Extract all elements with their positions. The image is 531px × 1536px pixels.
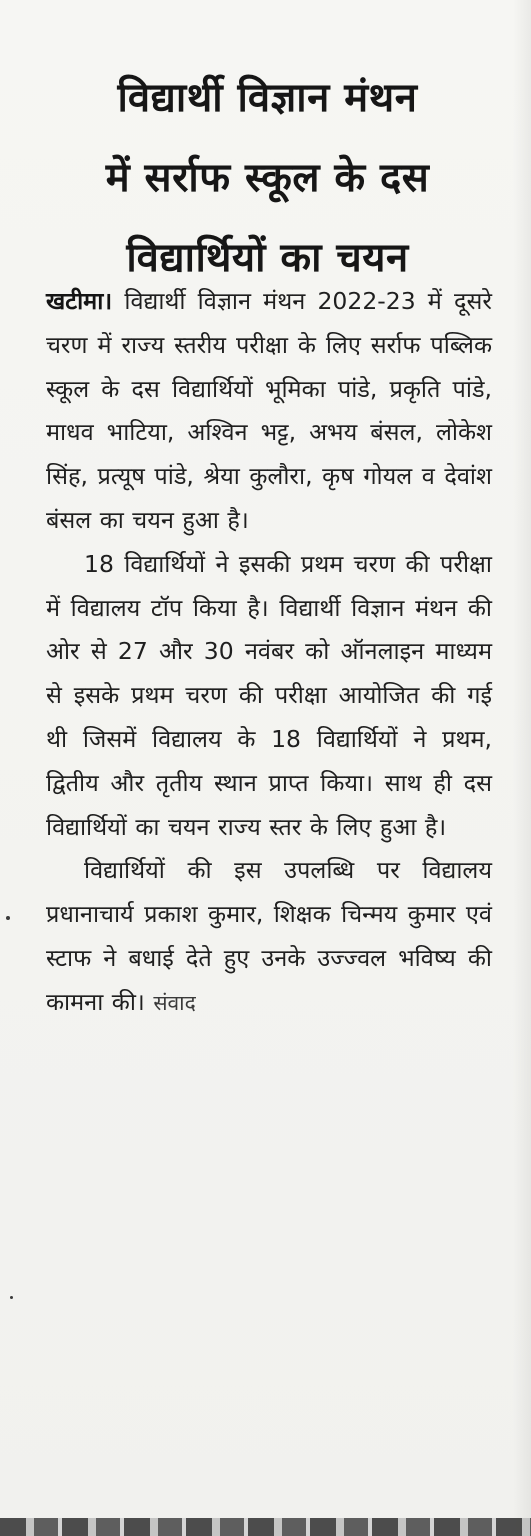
paper-fold-shadow <box>513 0 531 1536</box>
paragraph-3-text: विद्यार्थियों की इस उपलब्धि पर विद्यालय प्रधानाचार्य प्रकाश कुमार, शिक्षक चिन्मय कुमार एवं स्टाफ ने बधाई देते हुए उनके उज्ज्वल भविष्य की कामना की। <box>46 856 492 1016</box>
paragraph-1-text: विद्यार्थी विज्ञान मंथन 2022-23 में दूसरे चरण में राज्य स्तरीय परीक्षा के लिए सर्राफ पब्लिक स्कूल के दस विद्यार्थियों भूमिका पांडे, प्रकृति पांडे, माधव भाटिया, अश्विन भट्ट, अभय बंसल, लोकेश सिंह, प्रत्यूष पांडे, श्रेया कुलौरा, कृष गोयल व देवांश बंसल का चयन हुआ है। <box>46 287 492 534</box>
paragraph-1 <box>46 280 492 543</box>
next-article-edge <box>0 1518 531 1536</box>
print-speck <box>10 1296 13 1299</box>
paragraph-3 <box>46 849 492 1025</box>
paragraph-2: 18 विद्यार्थियों ने इसकी प्रथम चरण की परीक्षा में विद्यालय टॉप किया है। विद्यार्थी विज्ञान मंथन की ओर से 27 और 30 नवंबर को ऑनलाइन माध्यम से इसके प्रथम चरण की परीक्षा आयोजित की गई थी जिसमें विद्यालय के 18 विद्यार्थियों ने प्रथम, द्वितीय और तृतीय स्थान प्राप्त किया। साथ ही दस विद्यार्थियों का चयन राज्य स्तर के लिए हुआ है। <box>46 549 492 841</box>
headline-line-1: विद्यार्थी विज्ञान मंथन <box>117 75 418 121</box>
headline-line-2: में सर्राफ स्कूल के दस <box>105 155 430 201</box>
dateline: खटीमा। <box>46 287 113 315</box>
signoff: संवाद <box>153 990 196 1015</box>
article-body <box>46 280 492 1026</box>
print-speck <box>6 916 10 920</box>
headline <box>40 58 495 298</box>
headline-line-3: विद्यार्थियों का चयन <box>126 235 409 281</box>
